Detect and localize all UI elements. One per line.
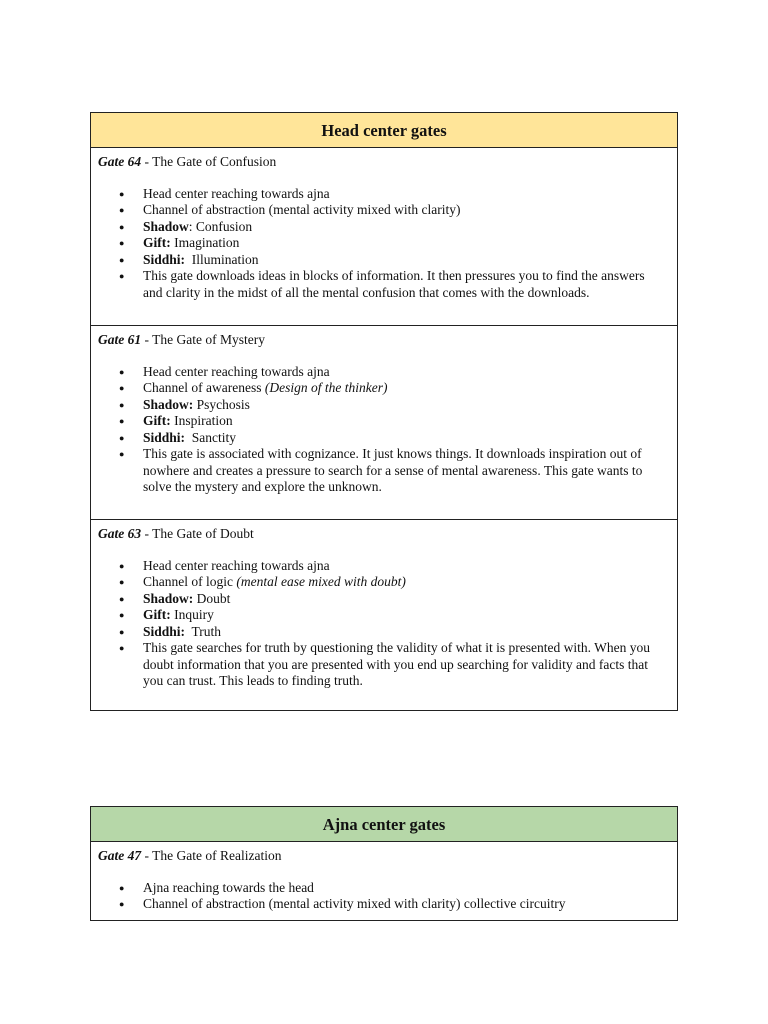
gate-name: The Gate of Confusion: [152, 154, 277, 169]
gate-description: This gate searches for truth by questioning the validity of what it is presented with. When you doubt information that you are presented with you end up searching for validity and facts that you can trust. This leads to finding truth.: [143, 640, 651, 688]
ajna-center-table: [90, 806, 678, 921]
list-item: [98, 607, 665, 624]
gift-label: Gift:: [143, 413, 171, 428]
list-item: [98, 219, 665, 236]
list-item: [98, 235, 665, 252]
list-item: [98, 640, 665, 690]
shadow-value: Doubt: [193, 590, 231, 606]
reach-text: Head center reaching towards ajna: [143, 557, 330, 573]
siddhi-label: Siddhi:: [143, 251, 186, 267]
siddhi-value: Illumination: [185, 251, 259, 267]
channel-note: (Design of the thinker): [264, 380, 388, 395]
shadow-value: Psychosis: [193, 396, 250, 412]
gate-details-list: [98, 364, 665, 496]
list-item: [98, 252, 665, 269]
siddhi-label: Siddhi:: [143, 429, 186, 445]
gift-value: Imagination: [170, 235, 240, 250]
gate-number: Gate 47: [98, 848, 142, 863]
list-item: [98, 397, 665, 414]
list-item: [98, 364, 665, 381]
list-item: [98, 880, 665, 897]
shadow-label: Shadow:: [143, 396, 194, 412]
list-item: [98, 380, 665, 397]
siddhi-label: Siddhi:: [143, 623, 186, 639]
gate-separator: -: [141, 848, 153, 863]
siddhi-value: Sanctity: [185, 429, 237, 445]
channel-text: Channel of logic: [143, 574, 237, 589]
gate-number: Gate 61: [98, 332, 142, 347]
gate-name: The Gate of Mystery: [152, 332, 265, 347]
reach-text: Head center reaching towards ajna: [143, 185, 330, 201]
channel-text: Channel of abstraction (mental activity mixed with clarity) collective circuitry: [143, 896, 566, 911]
channel-text: Channel of abstraction (mental activity mixed with clarity): [143, 202, 461, 217]
channel-note: (mental ease mixed with doubt): [236, 574, 406, 589]
gift-value: Inquiry: [170, 607, 214, 622]
shadow-label: Shadow: [143, 218, 189, 234]
list-item: [98, 446, 665, 496]
list-item: [98, 558, 665, 575]
gift-label: Gift:: [143, 607, 171, 622]
gate-title: [98, 154, 665, 171]
list-item: [98, 574, 665, 591]
siddhi-value: Truth: [185, 623, 222, 639]
head-center-title: Head center gates: [91, 113, 677, 148]
gate-title: [98, 848, 665, 865]
list-item: [98, 268, 665, 301]
gate-description: This gate downloads ideas in blocks of information. It then pressures you to find the answers and clarity in the midst of all the mental confusion that comes with the downloads.: [143, 268, 645, 300]
list-item: [98, 413, 665, 430]
gate-description: This gate is associated with cognizance. It just knows things. It downloads inspiration out of nowhere and creates a pressure to search for a sense of mental awareness. This gate wants to solve the mystery and explore the unknown.: [143, 446, 643, 494]
gate-name: The Gate of Realization: [152, 848, 282, 863]
reach-text: Ajna reaching towards the head: [143, 879, 314, 895]
shadow-label: Shadow:: [143, 590, 194, 606]
list-item: [98, 896, 665, 913]
gate-61-cell: [91, 325, 677, 519]
gate-title: [98, 526, 665, 543]
list-item: [98, 202, 665, 219]
gift-label: Gift:: [143, 235, 171, 250]
ajna-center-title: Ajna center gates: [91, 807, 677, 842]
shadow-value: : Confusion: [188, 218, 253, 234]
gate-separator: -: [141, 332, 153, 347]
list-item: [98, 186, 665, 203]
gate-details-list: [98, 186, 665, 302]
list-item: [98, 624, 665, 641]
gate-name: The Gate of Doubt: [152, 526, 254, 541]
gate-64-cell: [91, 148, 677, 325]
gate-separator: -: [141, 154, 153, 169]
gate-details-list: [98, 558, 665, 690]
gate-63-cell: [91, 519, 677, 710]
gate-title: [98, 332, 665, 349]
reach-text: Head center reaching towards ajna: [143, 363, 330, 379]
list-item: [98, 591, 665, 608]
gate-details-list: [98, 880, 665, 913]
gate-number: Gate 64: [98, 154, 142, 169]
gift-value: Inspiration: [170, 413, 233, 428]
channel-text: Channel of awareness: [143, 380, 265, 395]
gate-47-cell: [91, 842, 677, 920]
gate-separator: -: [141, 526, 153, 541]
gate-number: Gate 63: [98, 526, 142, 541]
list-item: [98, 430, 665, 447]
head-center-table: [90, 112, 678, 711]
